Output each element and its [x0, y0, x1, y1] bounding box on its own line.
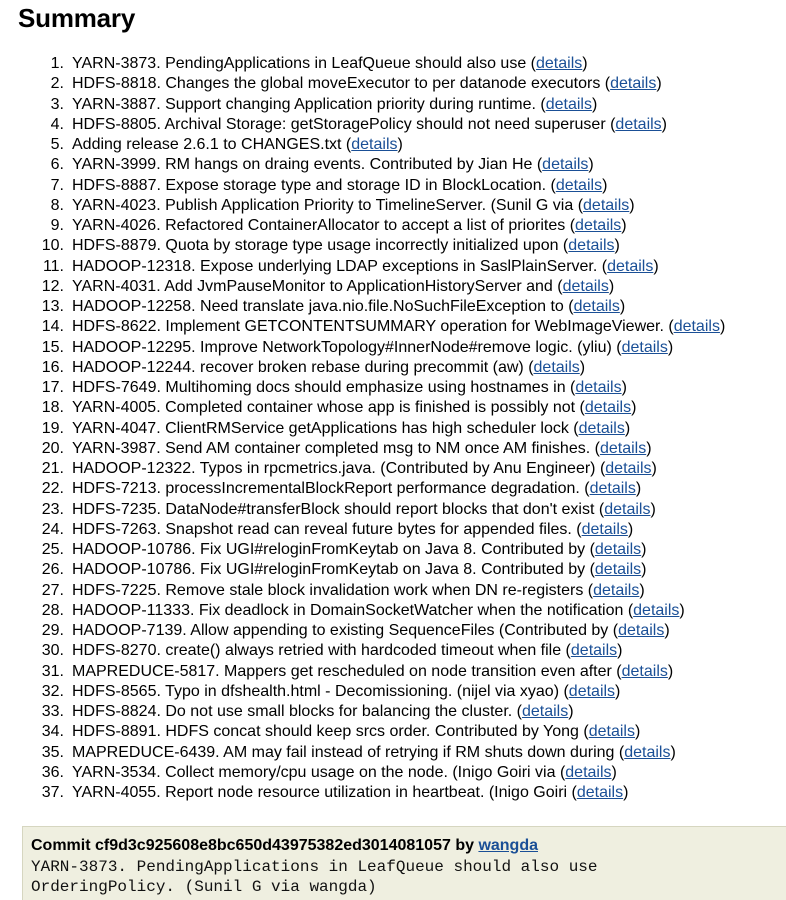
- list-item-number: 11.: [42, 257, 64, 275]
- list-item-text: HADOOP-12295. Improve NetworkTopology#InnerNode#remove logic. (yliu) (: [72, 338, 622, 356]
- list-item-close-paren: ): [670, 743, 676, 761]
- list-item-text: HADOOP-10786. Fix UGI#reloginFromKeytab on Java 8. Contributed by (: [72, 541, 595, 558]
- details-link[interactable]: details: [624, 743, 671, 761]
- list-item: [0, 601, 786, 621]
- list-item-text: HADOOP-10786. Fix UGI#reloginFromKeytab on Java 8. Contributed by (: [72, 561, 595, 579]
- list-item: [0, 216, 786, 236]
- list-item-close-paren: ): [656, 75, 662, 93]
- list-item-number: 26.: [41, 561, 64, 579]
- list-item-close-paren: ): [579, 358, 586, 376]
- list-item-text: YARN-4005. Completed container whose app is finished is possibly not (: [72, 399, 585, 417]
- details-link[interactable]: details: [599, 439, 647, 457]
- details-link[interactable]: details: [584, 399, 632, 417]
- list-item-number: 24.: [41, 520, 64, 538]
- list-item-content: [72, 722, 640, 742]
- details-link[interactable]: details: [542, 156, 589, 174]
- list-item-text: HDFS-8891. HDFS concat should keep srcs order. Contributed by Yong (: [72, 723, 589, 741]
- list-item-number: 13.: [41, 298, 64, 315]
- list-item-number: 30.: [41, 642, 64, 660]
- list-item-text: HADOOP-7139. Allow appending to existing SequenceFiles (Contributed by (: [72, 622, 619, 639]
- list-item-text: HDFS-7225. Remove stale block invalidation work when DN re-registers (: [72, 581, 594, 599]
- details-link[interactable]: details: [604, 500, 651, 518]
- list-item: [0, 459, 786, 479]
- list-item-number: 33.: [41, 703, 64, 720]
- list-item: [0, 500, 786, 520]
- list-item: [0, 155, 786, 175]
- list-item-number: 20.: [41, 439, 64, 457]
- details-link[interactable]: details: [594, 541, 642, 558]
- details-link[interactable]: details: [536, 55, 583, 72]
- list-item-close-paren: ): [621, 217, 627, 234]
- list-item: [0, 743, 786, 763]
- details-link[interactable]: details: [576, 784, 624, 801]
- list-item-text: MAPREDUCE-5817. Mappers get rescheduled on node transition even after (: [72, 662, 622, 680]
- list-item-content: [72, 500, 656, 520]
- list-item-content: [72, 439, 652, 459]
- list-item-number: 37.: [41, 784, 64, 801]
- list-item-content: [72, 317, 725, 337]
- list-item: [0, 439, 786, 459]
- list-item-text: HDFS-7213. processIncrementalBlockReport performance degradation. (: [72, 480, 590, 498]
- list-item: [0, 257, 786, 277]
- details-link[interactable]: details: [575, 217, 622, 234]
- list-item-close-paren: ): [611, 763, 617, 781]
- list-item: [0, 581, 786, 601]
- list-item-content: [72, 378, 627, 398]
- list-item-number: 12.: [41, 277, 64, 295]
- list-item-number: 21.: [41, 460, 64, 477]
- list-item: [0, 135, 786, 155]
- list-item-content: [72, 662, 673, 682]
- list-item: [0, 338, 786, 358]
- list-item-close-paren: ): [646, 439, 652, 457]
- details-link[interactable]: details: [589, 480, 636, 498]
- list-item-content: [72, 135, 403, 155]
- list-item-close-paren: ): [568, 703, 574, 720]
- list-item-number: 19.: [41, 419, 64, 437]
- list-item-number: 36.: [41, 763, 64, 781]
- details-link[interactable]: details: [570, 642, 618, 660]
- list-item-text: HDFS-8805. Archival Storage: getStoragePolicy should not need superuser (: [72, 115, 616, 133]
- details-link[interactable]: details: [594, 561, 642, 579]
- details-link[interactable]: details: [573, 298, 620, 315]
- list-item-content: [72, 520, 633, 540]
- list-item-text: HDFS-8270. create() always retried with hardcoded timeout when file (: [72, 642, 571, 660]
- list-item-content: [72, 743, 676, 763]
- list-item-number: 9.: [50, 217, 64, 234]
- list-item-number: 14.: [41, 318, 64, 336]
- list-item-close-paren: ): [591, 95, 598, 113]
- list-item-close-paren: ): [602, 176, 608, 194]
- summary-list: [0, 54, 786, 803]
- list-item-content: [72, 621, 670, 641]
- list-item-close-paren: ): [650, 500, 656, 518]
- list-item-close-paren: ): [653, 257, 659, 275]
- list-item-number: 3.: [50, 95, 64, 113]
- commit-author-link[interactable]: wangda: [478, 837, 538, 854]
- list-item-number: 7.: [50, 176, 64, 194]
- list-item: [0, 95, 786, 115]
- list-item-text: HDFS-7235. DataNode#transferBlock should report blocks that don't exist (: [72, 500, 605, 518]
- list-item-content: [72, 479, 641, 499]
- list-item-close-paren: ): [651, 460, 657, 477]
- list-item-close-paren: ): [617, 642, 623, 660]
- list-item-content: [72, 196, 635, 216]
- list-item-number: 16.: [41, 358, 64, 376]
- list-item-close-paren: ): [623, 784, 629, 801]
- details-link[interactable]: details: [351, 136, 398, 153]
- list-item-content: [72, 358, 585, 378]
- commit-message: [31, 857, 598, 897]
- list-item-close-paren: ): [588, 156, 594, 174]
- list-item-close-paren: ): [639, 581, 645, 599]
- list-item-number: 15.: [41, 338, 64, 356]
- list-item: [0, 702, 786, 722]
- list-item-close-paren: ): [608, 277, 615, 295]
- list-item: [0, 520, 786, 540]
- list-item-number: 10.: [41, 237, 64, 255]
- details-link[interactable]: details: [578, 419, 625, 437]
- list-item-number: 29.: [41, 622, 64, 639]
- list-item-close-paren: ): [397, 136, 403, 153]
- list-item-number: 1.: [50, 55, 64, 72]
- list-item-close-paren: ): [667, 662, 674, 680]
- list-item-text: HADOOP-12244. recover broken rebase during precommit (aw) (: [72, 358, 534, 376]
- list-item-number: 2.: [50, 75, 64, 93]
- list-item: [0, 641, 786, 661]
- list-item-number: 22.: [41, 480, 64, 498]
- list-item: [0, 236, 786, 256]
- list-item-number: 18.: [41, 399, 64, 417]
- list-item: [0, 682, 786, 702]
- list-item-text: YARN-4055. Report node resource utilization in heartbeat. (Inigo Goiri (: [72, 784, 577, 801]
- list-item: [0, 317, 786, 337]
- list-item: [0, 540, 786, 560]
- list-item-text: YARN-3873. PendingApplications in LeafQueue should also use (: [72, 55, 536, 72]
- list-item-close-paren: ): [635, 480, 642, 498]
- list-item-content: [72, 257, 659, 277]
- list-item-content: [72, 763, 617, 783]
- list-item-text: HDFS-7649. Multihoming docs should emphasize using hostnames in (: [72, 379, 576, 396]
- list-item: [0, 297, 786, 317]
- list-item-content: [72, 338, 673, 358]
- details-link[interactable]: details: [633, 601, 680, 619]
- list-item: [0, 783, 786, 803]
- list-item-number: 35.: [41, 743, 64, 761]
- list-item-text: YARN-4023. Publish Application Priority to TimelineServer. (Sunil G via (: [72, 196, 584, 214]
- details-link[interactable]: details: [555, 176, 603, 194]
- list-item: [0, 115, 786, 135]
- list-item-close-paren: ): [634, 723, 641, 741]
- list-item-text: HADOOP-11333. Fix deadlock in DomainSocketWatcher when the notification (: [72, 601, 634, 619]
- list-item-close-paren: ): [619, 298, 626, 315]
- details-link[interactable]: details: [533, 358, 580, 376]
- list-item-content: [72, 155, 594, 175]
- list-item-close-paren: ): [661, 115, 667, 133]
- list-item-text: YARN-3887. Support changing Application priority during runtime. (: [72, 95, 546, 113]
- list-item-close-paren: ): [624, 419, 631, 437]
- details-link[interactable]: details: [621, 338, 668, 356]
- details-link[interactable]: details: [588, 723, 635, 741]
- list-item-content: [72, 641, 622, 661]
- list-item-text: HADOOP-12322. Typos in rpcmetrics.java. (Contributed by Anu Engineer) (: [72, 460, 606, 477]
- list-item-text: YARN-3987. Send AM container completed msg to NM once AM finishes. (: [72, 439, 600, 457]
- list-item-text: YARN-4031. Add JvmPauseMonitor to ApplicationHistoryServer and (: [72, 277, 563, 295]
- list-item-content: [72, 297, 625, 317]
- list-item: [0, 398, 786, 418]
- list-item-content: [72, 682, 620, 702]
- details-link[interactable]: details: [565, 763, 612, 781]
- list-item: [0, 560, 786, 580]
- list-item-text: HDFS-8879. Quota by storage type usage incorrectly initialized upon (: [72, 237, 569, 255]
- list-item-content: [72, 702, 574, 722]
- list-item-number: 8.: [50, 196, 64, 214]
- list-item-close-paren: ): [627, 520, 634, 538]
- list-item-close-paren: ): [679, 601, 685, 619]
- details-link[interactable]: details: [583, 196, 630, 214]
- details-link[interactable]: details: [610, 75, 657, 93]
- list-item-number: 5.: [50, 136, 64, 153]
- list-item-content: [72, 398, 636, 418]
- list-item-number: 23.: [41, 500, 64, 518]
- list-item-number: 34.: [41, 723, 64, 741]
- list-item-content: [72, 54, 588, 74]
- list-item-text: Adding release 2.6.1 to CHANGES.txt (: [72, 136, 352, 153]
- list-item-text: HDFS-8565. Typo in dfshealth.html - Decomissioning. (nijel via xyao) (: [72, 682, 569, 700]
- list-item-text: HDFS-8824. Do not use small blocks for balancing the cluster. (: [72, 703, 522, 720]
- list-item-close-paren: ): [664, 622, 670, 639]
- list-item-text: HADOOP-12258. Need translate java.nio.file.NoSuchFileException to (: [72, 298, 574, 315]
- list-item-text: HADOOP-12318. Expose underlying LDAP exceptions in SaslPlainServer. (: [72, 257, 608, 275]
- details-link[interactable]: details: [605, 460, 652, 477]
- list-item-content: [72, 560, 646, 580]
- list-item-content: [72, 236, 620, 256]
- list-item-text: HDFS-8622. Implement GETCONTENTSUMMARY operation for WebImageViewer. (: [72, 318, 674, 336]
- list-item-close-paren: ): [631, 399, 637, 417]
- details-link[interactable]: details: [562, 277, 609, 295]
- list-item-content: [72, 783, 628, 803]
- list-item-number: 4.: [50, 115, 64, 133]
- details-link[interactable]: details: [521, 703, 569, 720]
- list-item-text: YARN-4047. ClientRMService getApplications has high scheduler lock (: [72, 419, 579, 437]
- list-item-text: YARN-3999. RM hangs on draing events. Contributed by Jian He (: [72, 156, 543, 174]
- list-item: [0, 176, 786, 196]
- list-item-content: [72, 419, 630, 439]
- list-item: [0, 662, 786, 682]
- list-item-text: YARN-4026. Refactored ContainerAllocator to accept a list of priorites (: [72, 217, 576, 234]
- list-item-content: [72, 277, 614, 297]
- list-item-content: [72, 176, 607, 196]
- list-item: [0, 196, 786, 216]
- list-item-content: [72, 581, 645, 601]
- list-item-content: [72, 601, 685, 621]
- list-item-close-paren: ): [615, 682, 621, 700]
- list-item: [0, 621, 786, 641]
- list-item-number: 31.: [41, 662, 64, 680]
- commit-label: Commit cf9d3c925608e8bc650d43975382ed3014081057 by: [31, 837, 474, 854]
- list-item-content: [72, 216, 627, 236]
- list-item-close-paren: ): [582, 55, 588, 72]
- details-link[interactable]: details: [575, 379, 622, 396]
- list-item: [0, 358, 786, 378]
- list-item-close-paren: ): [719, 318, 726, 336]
- list-item-content: [72, 540, 646, 560]
- list-item: [0, 419, 786, 439]
- list-item-close-paren: ): [641, 561, 647, 579]
- list-item-number: 25.: [41, 541, 64, 558]
- list-item-number: 17.: [41, 379, 64, 396]
- commit-message-line-2: OrderingPolicy. (Sunil G via wangda): [31, 878, 377, 896]
- list-item: [0, 763, 786, 783]
- list-item-text: HDFS-7263. Snapshot read can reveal future bytes for appended files. (: [72, 520, 582, 538]
- list-item: [0, 74, 786, 94]
- list-item: [0, 54, 786, 74]
- list-item-close-paren: ): [641, 541, 647, 558]
- list-item: [0, 722, 786, 742]
- list-item-close-paren: ): [667, 338, 674, 356]
- details-link[interactable]: details: [618, 622, 665, 639]
- list-item-close-paren: ): [629, 196, 635, 214]
- list-item-number: 6.: [50, 156, 64, 174]
- list-item-content: [72, 459, 657, 479]
- page-title: Summary: [18, 3, 136, 33]
- details-link[interactable]: details: [593, 581, 640, 599]
- details-link[interactable]: details: [615, 115, 662, 133]
- list-item-number: 27.: [41, 581, 64, 599]
- details-link[interactable]: details: [621, 662, 668, 680]
- list-item-text: MAPREDUCE-6439. AM may fail instead of retrying if RM shuts down during (: [72, 743, 625, 761]
- list-item-content: [72, 95, 597, 115]
- commit-message-line-1: YARN-3873. PendingApplications in LeafQueue should also use: [31, 858, 598, 876]
- list-item: [0, 277, 786, 297]
- details-link[interactable]: details: [568, 682, 616, 700]
- list-item-close-paren: ): [621, 379, 627, 396]
- list-item-close-paren: ): [614, 237, 620, 255]
- details-link[interactable]: details: [673, 318, 720, 336]
- list-item-text: HDFS-8887. Expose storage type and storage ID in BlockLocation. (: [72, 176, 556, 194]
- list-item-text: YARN-3534. Collect memory/cpu usage on the node. (Inigo Goiri via (: [72, 763, 566, 781]
- details-link[interactable]: details: [581, 520, 628, 538]
- commit-panel: [22, 826, 786, 900]
- list-item-number: 32.: [41, 682, 64, 700]
- list-item: [0, 479, 786, 499]
- list-item: [0, 378, 786, 398]
- list-item-content: [72, 74, 662, 94]
- details-link[interactable]: details: [568, 237, 615, 255]
- list-item-number: 28.: [41, 601, 64, 619]
- details-link[interactable]: details: [545, 95, 592, 113]
- details-link[interactable]: details: [607, 257, 654, 275]
- list-item-content: [72, 115, 667, 135]
- commit-header: [31, 836, 538, 856]
- list-item-text: HDFS-8818. Changes the global moveExecutor to per datanode executors (: [72, 75, 611, 93]
